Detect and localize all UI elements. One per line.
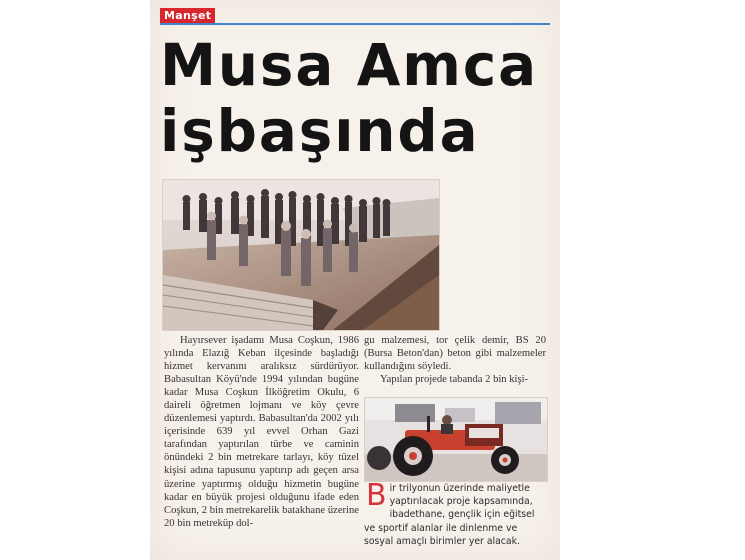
headline-line-1: Musa Amca <box>160 31 539 99</box>
callout-body: ir trilyonun üzerinde maliyetle yaptırılacak proje kapsamında, ibadethane, gençlik için eğitsel ve sportif alanlar ile dinlenme ve sosyal amaçlı birimler yer alacak. <box>364 483 535 547</box>
article-paragraph-1: Hayırsever işadamı Musa Coşkun, 1986 yılında Elazığ Keban ilçesinde başladığı hizmet kervanını aralıksız sürdürüyor. Babasultan Köyü'nde 1994 yılından bugüne kadar Musa Coşkun İlköğretim Okulu, 6 daireli öğretmen lojmanı ve köy çevre düzenlemesi yaptırdı. Babasultan'da 2002 yılı içerisinde 639 yıl evvel Orhan Gazi tarafından yaptırılan türbe ve caminin önündeki 2 bin metrekare tarlayı, köy tüzel kişisi adına tapusunu yaptırıp adı geçen arsa üzerine yaptırmış olduğu hizmetin bugüne kadar en büyük projesi olduğunu ifade eden Coşkun, 2 bin metrekarelik batakhane üzerine 20 bin metreküp dol- <box>164 335 359 529</box>
headline-line-2: işbaşında <box>160 97 480 165</box>
tractor-photo-graphic <box>365 398 547 481</box>
callout-text <box>364 482 548 548</box>
article-paragraph-continued: gu malzemesi, tor çelik demir, BS 20 (Bursa Beton'dan) beton gibi malzemeler kullandığını söyledi. <box>364 335 546 373</box>
construction-site-photo <box>162 179 440 331</box>
article-paragraph-2: Yapılan projede tabanda 2 bin kişi- <box>380 374 529 386</box>
tractor-photo <box>364 397 548 482</box>
section-tag: Manşet <box>160 8 215 23</box>
callout-box <box>364 482 548 556</box>
headline <box>160 32 543 164</box>
crowd-photo-graphic <box>163 180 439 330</box>
article-column-1 <box>164 334 359 556</box>
header-rule <box>160 23 550 25</box>
callout-dropcap: B <box>366 482 387 513</box>
article-column-2 <box>364 334 546 394</box>
